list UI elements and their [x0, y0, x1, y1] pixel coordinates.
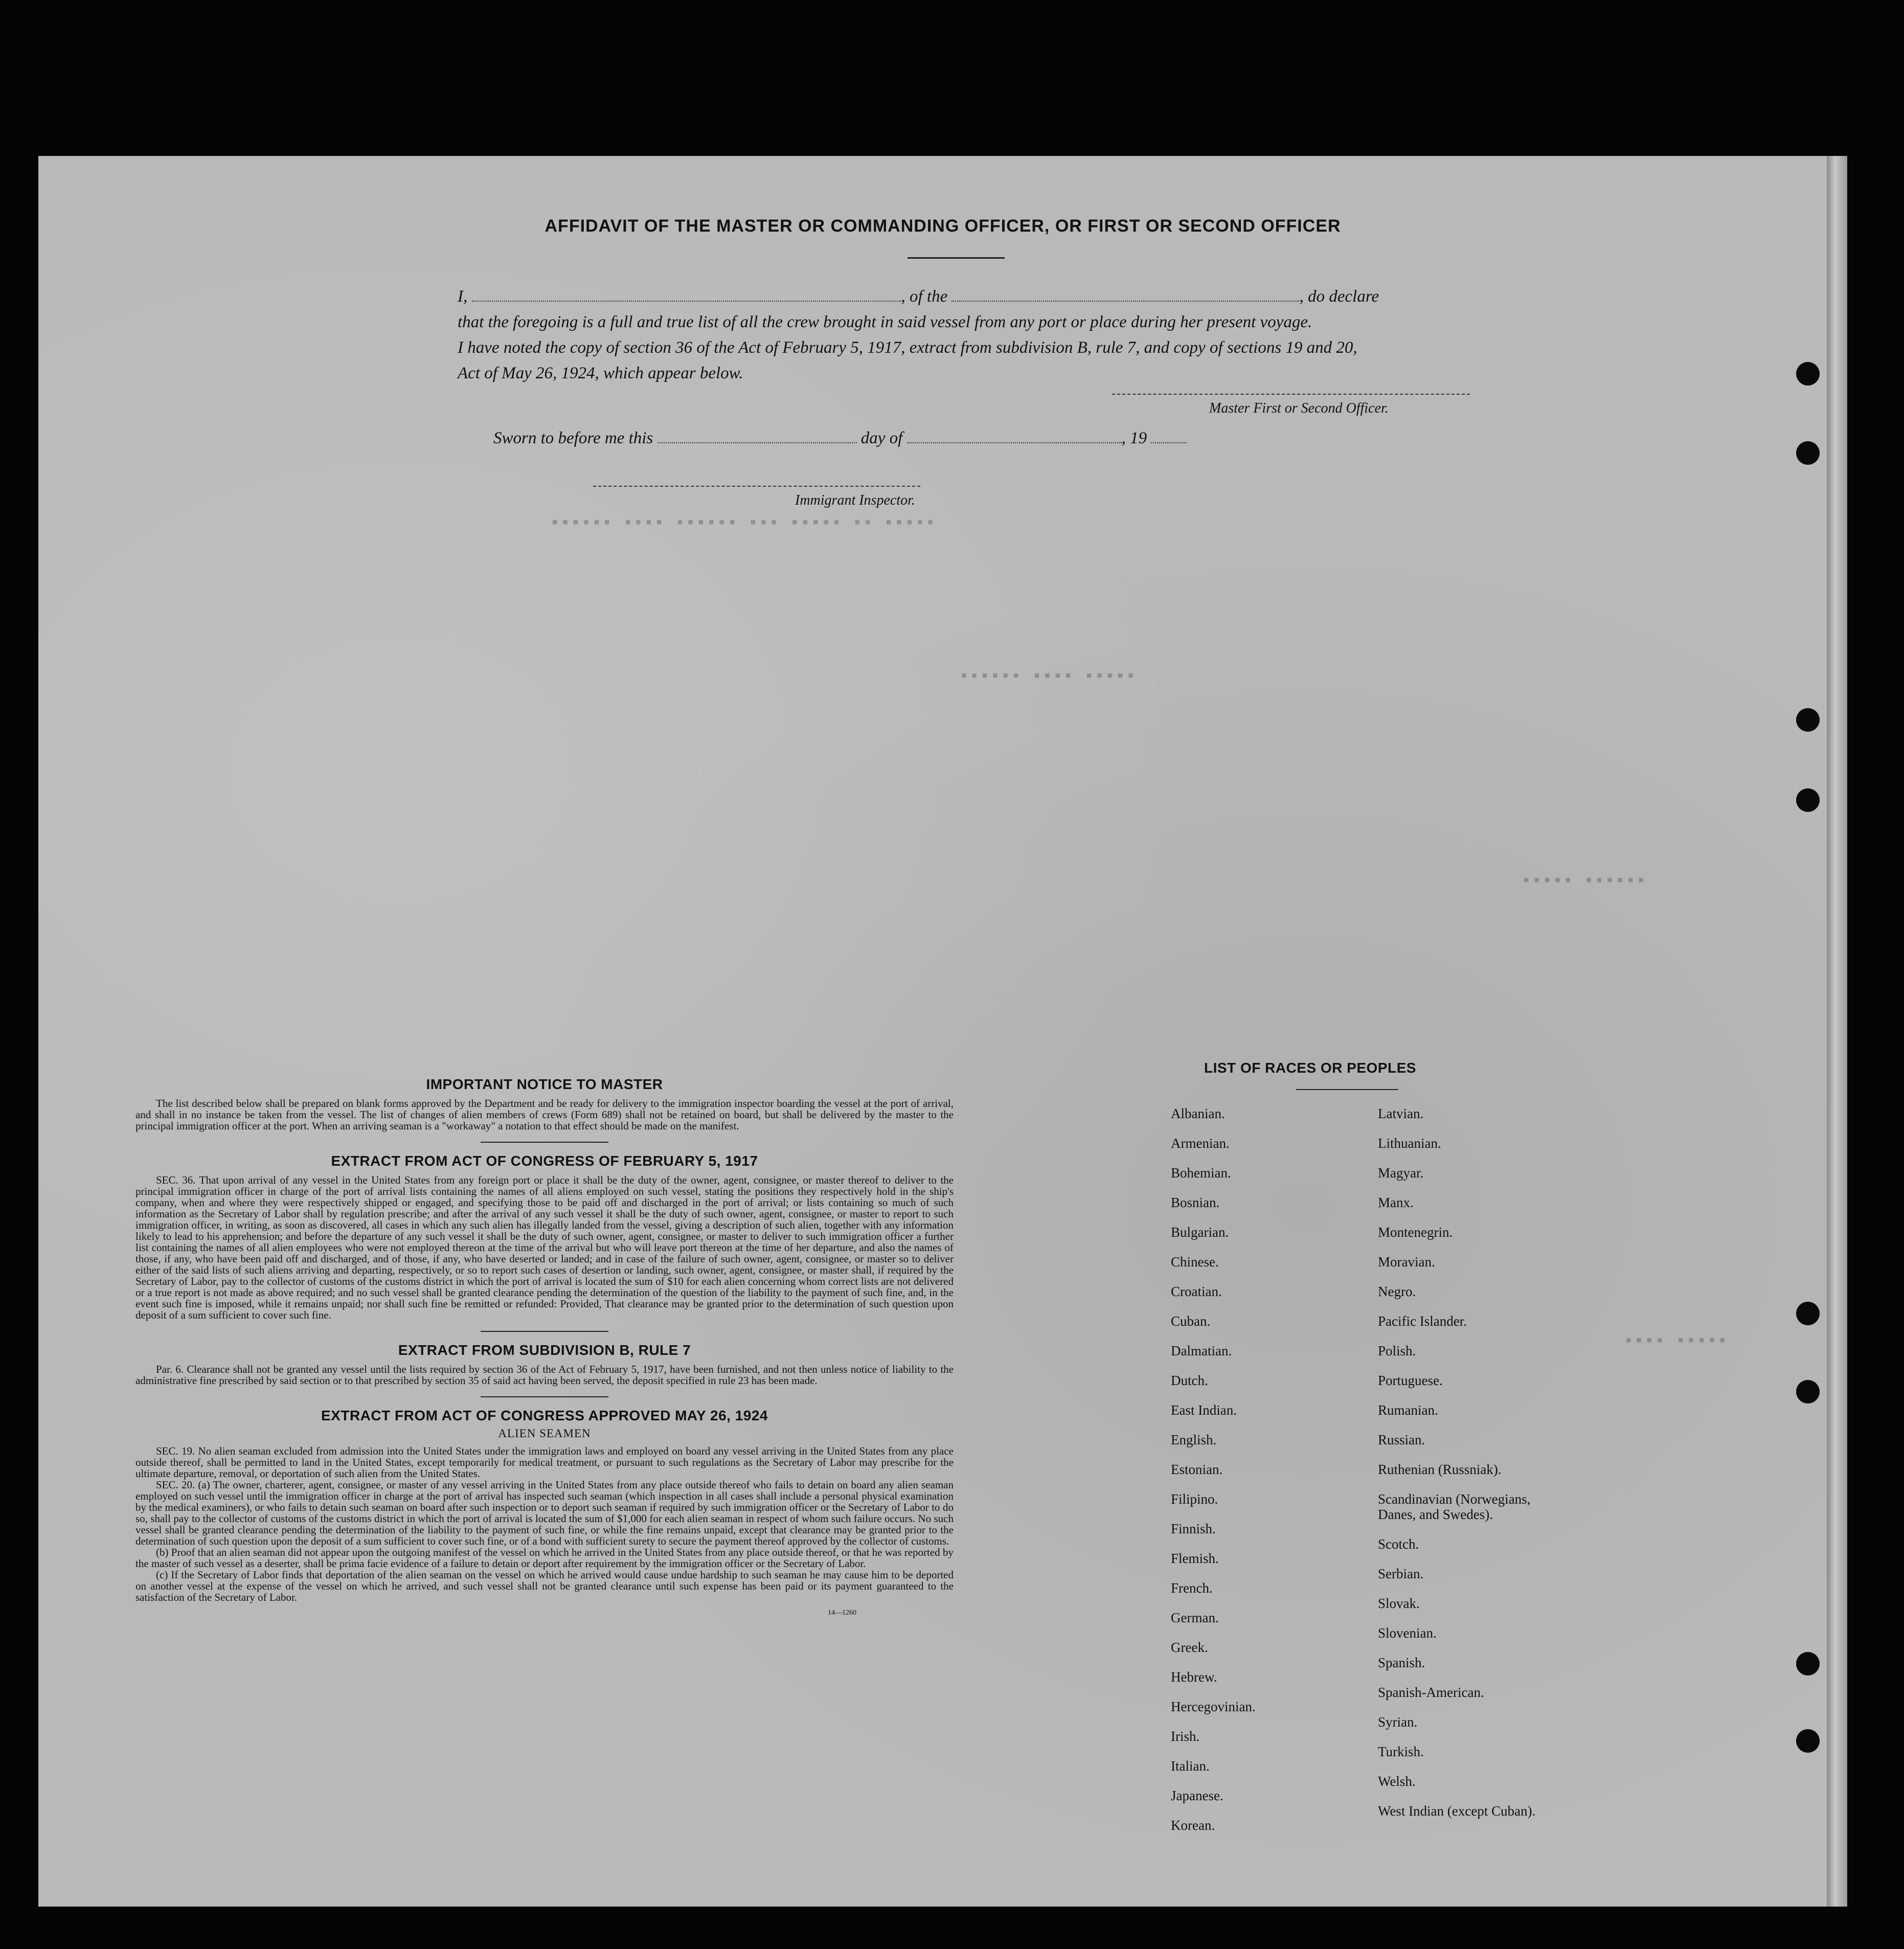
do-declare-label: , do declare	[1299, 287, 1379, 306]
sec-19-text: SEC. 19. No alien seaman excluded from admission into the United States under the immigration laws and employed on board any vessel arriving in the United States from any place outside thereof, shall be permitted to land in the United States, except temporarily for medical treatment, or pursuant to such regulations as the Secretary of Labor may prescribe for the ultimate departure, removal, or deportation of such alien from the United States.	[135, 1445, 954, 1480]
affidavit-line: I have noted the copy of section 36 of the Act of February 5, 1917, extract from subdivision B, rule 7, and copy of sections 19 and 20,	[458, 338, 1357, 357]
race-item: Montenegrin.	[1378, 1225, 1453, 1240]
race-item: Dutch.	[1171, 1373, 1208, 1388]
race-item: Italian.	[1171, 1758, 1210, 1774]
race-item: Pacific Islander.	[1378, 1313, 1467, 1329]
race-item: Serbian.	[1378, 1566, 1424, 1581]
sec-20a-text: SEC. 20. (a) The owner, charterer, agent, consignee, or master of any vessel arriving in the United States from any place outside thereof who fails to detain on board any alien seaman employed on such vessel until the immigration officer in charge at the port of arrival has inspected such seaman (which inspection in all cases shall include a personal physical examination by the medical examiners), or who fails to detain such seaman on board after such inspection or to deport such seaman if required by such immigration officer or the Secretary of Labor to do so, shall pay to the collector of customs of the customs district in which the port of arrival is located the sum of $1,000 for each alien seaman in respect of whom such failure occurs. No such vessel shall be granted clearance pending the determination of the liability to the payment of such fine, or while the fine remains unpaid, except that clearance may be granted prior to the determination of such question upon the deposit of a sum sufficient to cover such fine, or of a bond with sufficient surety to secure the payment thereof approved by the collector of customs.	[135, 1479, 954, 1547]
race-item: Albanian.	[1171, 1106, 1225, 1121]
extract-1917-text: SEC. 36. That upon arrival of any vessel in the United States from any foreign port or place it shall be the duty of the owner, agent, consignee, or master thereof to deliver to the principal immigration officer in charge of the port of arrival lists containing the names of all aliens employed on such vessel, stating the positions they respectively hold in the ship's company, when and where they were respectively shipped or engaged, and specifying those to be paid off and discharged in the port of arrival; or lists containing so much of such information as the Secretary of Labor shall by regulation prescribe; and after the arrival of any such vessel it shall be the duty of such owner, agent, consignee, or master to report to such immigration officer, in writing, as soon as discovered, all cases in which any such alien has illegally landed from the vessel, giving a description of such alien, together with any information likely to lead to his apprehension; and before the departure of any such vessel it shall be the duty of such owner, agent, consignee, or master to deliver to such immigration officer a further list containing the names of all alien employees who were not employed thereon at the time of the arrival but who will leave port thereon at the time of her departure, and also the names of those, if any, who have been paid off and discharged, and of those, if any, who have deserted or landed; and in case of the failure of such owner, agent, consignee, or master so to deliver either of the said lists of such aliens arriving and departing, respectively, or so to report such cases of desertion or landing, such owner, agent, consignee, or master shall, if required by the Secretary of Labor, pay to the collector of customs of the customs district in which the port of arrival is located the sum of $10 for each alien concerning whom correct lists are not delivered or a true report is not made as above required; and no such vessel shall be granted clearance pending the determination of the question of the liability to the payment of such fine, and, in the event such fine is imposed, while it remains unpaid; nor shall such fine be remitted or refunded: Provided, That clearance may be granted prior to the determination of such question upon deposit of a sum sufficient to cover such fine.	[135, 1174, 954, 1321]
alien-seamen-subtitle: ALIEN SEAMEN	[498, 1427, 591, 1440]
race-item: Bohemian.	[1171, 1165, 1231, 1181]
race-item: Estonian.	[1171, 1462, 1223, 1477]
race-item: French.	[1171, 1580, 1213, 1596]
race-item: Russian.	[1378, 1432, 1425, 1447]
document-page	[38, 156, 1847, 1907]
sworn-month-field[interactable]	[907, 427, 1122, 443]
race-item: Portuguese.	[1378, 1373, 1443, 1388]
race-item: Korean.	[1171, 1818, 1215, 1833]
sworn-label: Sworn to before me this	[493, 429, 653, 447]
of-the-label: , of the	[901, 287, 948, 306]
race-item: Cuban.	[1171, 1313, 1211, 1329]
extract-1924-title: EXTRACT FROM ACT OF CONGRESS APPROVED MAY 26, 1924	[321, 1408, 768, 1423]
race-item: Scotch.	[1378, 1536, 1419, 1552]
race-item: Moravian.	[1378, 1254, 1435, 1270]
race-item: Lithuanian.	[1378, 1136, 1441, 1151]
affidavit-body	[458, 284, 1531, 386]
race-item: Japanese.	[1171, 1788, 1223, 1803]
races-title: LIST OF RACES OR PEOPLES	[1204, 1060, 1416, 1076]
section-divider	[481, 1331, 608, 1332]
extract-1917-title: EXTRACT FROM ACT OF CONGRESS OF FEBRUARY 5, 1917	[331, 1153, 758, 1169]
race-item: Slovenian.	[1378, 1625, 1437, 1641]
affidavit-line: that the foregoing is a full and true list of all the crew brought in said vessel from any port or place during her present voyage.	[458, 313, 1312, 331]
punch-hole	[1796, 1652, 1820, 1675]
race-item: Manx.	[1378, 1195, 1414, 1210]
punch-hole	[1796, 1729, 1820, 1753]
notice-text: The list described below shall be prepared on blank forms approved by the Department and be ready for delivery to the immigration inspector boarding the vessel at the port of arrival, and shall in no instance be taken from the vessel. The list of changes of alien members of crews (Form 689) shall not be retained on board, but shall be delivered by the master to the principal immigration officer at the port. When an arriving seaman is a "workaway" a notation to that effect should be made on the manifest.	[135, 1097, 954, 1132]
sworn-year-field[interactable]	[1151, 427, 1187, 443]
race-item: Greek.	[1171, 1640, 1208, 1655]
punch-hole	[1796, 1380, 1820, 1403]
affidavit-title: AFFIDAVIT OF THE MASTER OR COMMANDING OFFICER, OR FIRST OR SECOND OFFICER	[545, 216, 1341, 236]
race-item: Chinese.	[1171, 1254, 1219, 1270]
race-item: Irish.	[1171, 1729, 1200, 1744]
sworn-day-field[interactable]	[658, 427, 857, 443]
race-item: German.	[1171, 1610, 1219, 1625]
race-item: West Indian (except Cuban).	[1378, 1803, 1536, 1819]
race-item: Finnish.	[1171, 1521, 1216, 1536]
race-item: English.	[1171, 1432, 1217, 1447]
section-divider	[481, 1142, 608, 1143]
race-item: Rumanian.	[1378, 1402, 1438, 1418]
race-item: Welsh.	[1378, 1774, 1416, 1789]
race-item: Danes, and Swedes).	[1378, 1507, 1493, 1522]
sec-20b-text: (b) Proof that an alien seaman did not appear upon the outgoing manifest of the vessel on which he arrived in the United States from any place outside thereof, or that he was reported by the master of such vessel as a deserter, shall be prima facie evidence of a failure to detain or deport after requirement by the immigration officer or the Secretary of Labor.	[135, 1546, 954, 1570]
bleed-through: ▪▪▪▪▪▪ ▪▪▪▪ ▪▪▪▪▪	[959, 667, 1136, 687]
race-item: Slovak.	[1378, 1596, 1420, 1611]
punch-hole	[1796, 708, 1820, 732]
subdivision-b-text: Par. 6. Clearance shall not be granted any vessel until the lists required by section 36 of the Act of February 5, 1917, have been furnished, and not then unless notice of liability to the administrative fine prescribed by said section or to that prescribed by section 35 of said act having been served, the deposit specified in rule 23 has been made.	[135, 1363, 954, 1387]
inspector-label: Immigrant Inspector.	[795, 492, 915, 508]
race-item: Croatian.	[1171, 1284, 1222, 1299]
race-item: Polish.	[1378, 1343, 1416, 1358]
name-field[interactable]	[472, 285, 901, 302]
race-item: Hercegovinian.	[1171, 1699, 1256, 1714]
page-edge	[1827, 156, 1847, 1907]
race-item: Flemish.	[1171, 1551, 1219, 1566]
inspector-signature-line[interactable]	[593, 486, 920, 487]
race-item: Ruthenian (Russniak).	[1378, 1462, 1502, 1477]
race-item: Bulgarian.	[1171, 1225, 1229, 1240]
races-divider	[1296, 1089, 1398, 1090]
race-item: Dalmatian.	[1171, 1343, 1232, 1358]
races-column-2	[1378, 1106, 1535, 1833]
day-of-label: day of	[860, 429, 903, 447]
punch-hole	[1796, 1302, 1820, 1325]
race-item: East Indian.	[1171, 1402, 1237, 1418]
bleed-through: ▪▪▪▪▪▪ ▪▪▪▪ ▪▪▪▪▪▪ ▪▪▪ ▪▪▪▪▪ ▪▪ ▪▪▪▪▪	[550, 514, 936, 533]
race-item: Spanish-American.	[1378, 1685, 1484, 1700]
race-item: Turkish.	[1378, 1744, 1424, 1759]
race-item: Scandinavian (Norwegians,	[1378, 1491, 1531, 1507]
sec-20c-text: (c) If the Secretary of Labor finds that deportation of the alien seaman on the vessel on which he arrived would cause undue hardship to such seaman he may cause him to be deported on another vessel at the expense of the vessel on which he arrived, and such vessel shall not be granted clearance until such expense has been paid or its payment guaranteed to the satisfaction of the Secretary of Labor.	[135, 1569, 954, 1603]
bleed-through: ▪▪▪▪▪ ▪▪▪▪▪▪	[1521, 872, 1646, 891]
punch-hole	[1796, 441, 1820, 465]
master-signature-line[interactable]	[1112, 394, 1470, 395]
punch-hole	[1796, 788, 1820, 812]
year-label: , 19	[1121, 429, 1147, 447]
race-item: Filipino.	[1171, 1491, 1218, 1507]
race-item: Magyar.	[1378, 1165, 1424, 1181]
races-column-1	[1171, 1106, 1256, 1847]
race-item: Spanish.	[1378, 1655, 1425, 1670]
punch-hole	[1796, 362, 1820, 386]
race-item: Syrian.	[1378, 1714, 1418, 1730]
master-signature-label: Master First or Second Officer.	[1209, 400, 1389, 416]
vessel-field[interactable]	[951, 285, 1299, 302]
race-item: Negro.	[1378, 1284, 1416, 1299]
subdivision-b-title: EXTRACT FROM SUBDIVISION B, RULE 7	[398, 1342, 691, 1358]
race-item: Armenian.	[1171, 1136, 1230, 1151]
race-item: Latvian.	[1378, 1106, 1424, 1121]
race-item: Hebrew.	[1171, 1669, 1217, 1685]
form-number: 14—1260	[828, 1609, 856, 1617]
bleed-through: ▪▪▪▪ ▪▪▪▪▪	[1623, 1332, 1728, 1351]
legal-extracts	[135, 1076, 954, 1617]
affidavit-line: Act of May 26, 1924, which appear below.	[458, 364, 743, 382]
i-label: I,	[458, 287, 468, 306]
sworn-statement	[493, 427, 1187, 448]
race-item: Bosnian.	[1171, 1195, 1220, 1210]
section-divider	[481, 1396, 608, 1397]
title-divider	[908, 257, 1005, 259]
notice-title: IMPORTANT NOTICE TO MASTER	[426, 1076, 663, 1092]
